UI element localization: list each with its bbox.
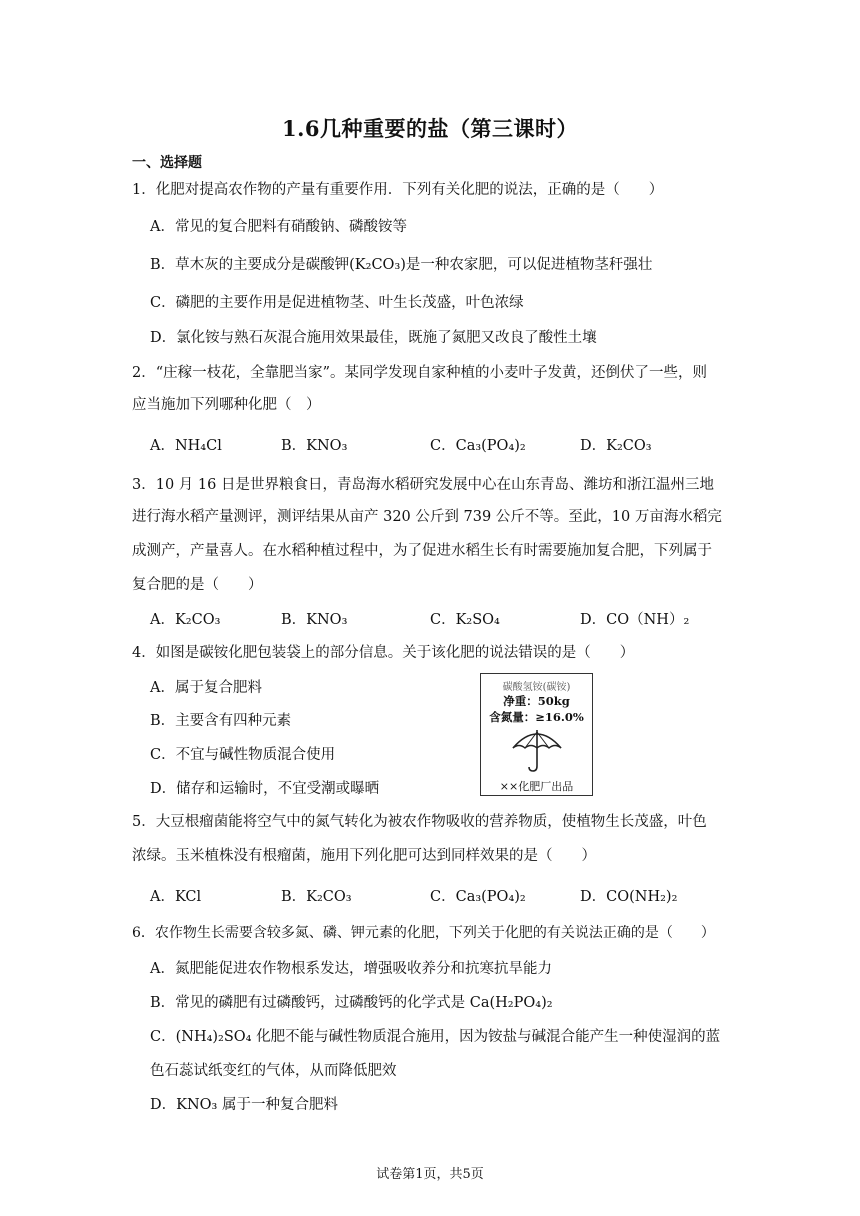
q6-stem: 6．农作物生长需要含较多氮、磷、钾元素的化肥，下列关于化肥的有关说法正确的是（ ） [132, 925, 715, 941]
q6-option-c-line1: C．(NH₄)₂SO₄ 化肥不能与碱性物质混合施用，因为铵盐与碱混合能产生一种使湿润的蓝 [150, 1029, 721, 1045]
q5-option-c: C．Ca₃(PO₄)₂ [430, 889, 526, 905]
q5-stem-line2: 浓绿。玉米植株没有根瘤菌，施用下列化肥可达到同样效果的是（ ） [132, 848, 596, 864]
label-manufacturer: ××化肥厂出品 [499, 780, 574, 793]
q5-option-b: B．K₂CO₃ [281, 889, 352, 905]
q2-option-a: A．NH₄Cl [150, 438, 222, 454]
q4-stem: 4．如图是碳铵化肥包装袋上的部分信息。关于该化肥的说法错误的是（ ） [132, 645, 635, 661]
label-net-weight: 净重：50kg [503, 694, 570, 708]
q4-option-a: A．属于复合肥料 [150, 680, 262, 696]
q6-option-c-line2: 色石蕊试纸变红的气体，从而降低肥效 [150, 1063, 397, 1079]
q4-option-d: D．储存和运输时，不宜受潮或曝晒 [150, 781, 380, 797]
fertilizer-label-image [480, 673, 593, 796]
umbrella-icon [511, 726, 563, 774]
q3-stem-line3: 成测产，产量喜人。在水稻种植过程中，为了促进水稻生长有时需要施加复合肥，下列属于 [132, 543, 712, 559]
q5-option-d: D．CO(NH₂)₂ [580, 889, 678, 905]
q3-option-c: C．K₂SO₄ [430, 612, 500, 628]
q1-option-c: C．磷肥的主要作用是促进植物茎、叶生长茂盛，叶色浓绿 [150, 295, 524, 311]
q4-option-b: B．主要含有四种元素 [150, 713, 292, 729]
q1-option-a: A．常见的复合肥料有硝酸钠、磷酸铵等 [150, 219, 407, 235]
q3-option-b: B．KNO₃ [281, 612, 348, 628]
q4-option-c: C．不宜与碱性物质混合使用 [150, 747, 336, 763]
q3-stem-line1: 3．10 月 16 日是世界粮食日，青岛海水稻研究发展中心在山东青岛、潍坊和浙江温州三地 [132, 477, 714, 493]
q3-stem-line2: 进行海水稻产量测评，测评结果从亩产 320 公斤到 739 公斤不等。至此，10 万亩海水稻完 [132, 509, 722, 525]
label-nitrogen-content: 含氮量：≥16.0% [489, 710, 584, 724]
q2-option-b: B．KNO₃ [281, 438, 348, 454]
section-heading: 一、选择题 [132, 155, 202, 171]
q6-option-d: D．KNO₃ 属于一种复合肥料 [150, 1097, 338, 1113]
q6-option-b: B．常见的磷肥有过磷酸钙，过磷酸钙的化学式是 Ca(H₂PO₄)₂ [150, 995, 553, 1011]
q2-stem-line1: 2．“庄稼一枝花，全靠肥当家”。某同学发现自家种植的小麦叶子发黄，还倒伏了一些，则 [132, 365, 708, 381]
q5-stem-line1: 5．大豆根瘤菌能将空气中的氮气转化为被农作物吸收的营养物质，使植物生长茂盛，叶色 [132, 814, 707, 830]
q1-option-d: D．氯化铵与熟石灰混合施用效果最佳，既施了氮肥又改良了酸性土壤 [150, 330, 597, 346]
q1-option-b: B．草木灰的主要成分是碳酸钾(K₂CO₃)是一种农家肥，可以促进植物茎秆强壮 [150, 257, 653, 273]
q2-stem-line2: 应当施加下列哪种化肥（ ） [132, 397, 321, 413]
q2-option-c: C．Ca₃(PO₄)₂ [430, 438, 526, 454]
q3-option-a: A．K₂CO₃ [150, 612, 221, 628]
page-title: 1.6几种重要的盐（第三课时） [281, 116, 579, 141]
q3-stem-line4: 复合肥的是（ ） [132, 577, 263, 593]
q5-option-a: A．KCl [150, 889, 202, 905]
q6-option-a: A．氮肥能促进农作物根系发达，增强吸收养分和抗寒抗旱能力 [150, 961, 552, 977]
page-footer: 试卷第1页，共5页 [376, 1167, 484, 1182]
label-product-name: 碳酸氢铵(碳铵) [502, 682, 571, 693]
q3-option-d: D．CO（NH）₂ [580, 612, 690, 628]
q2-option-d: D．K₂CO₃ [580, 438, 652, 454]
q1-stem: 1．化肥对提高农作物的产量有重要作用．下列有关化肥的说法，正确的是（ ） [132, 182, 664, 198]
